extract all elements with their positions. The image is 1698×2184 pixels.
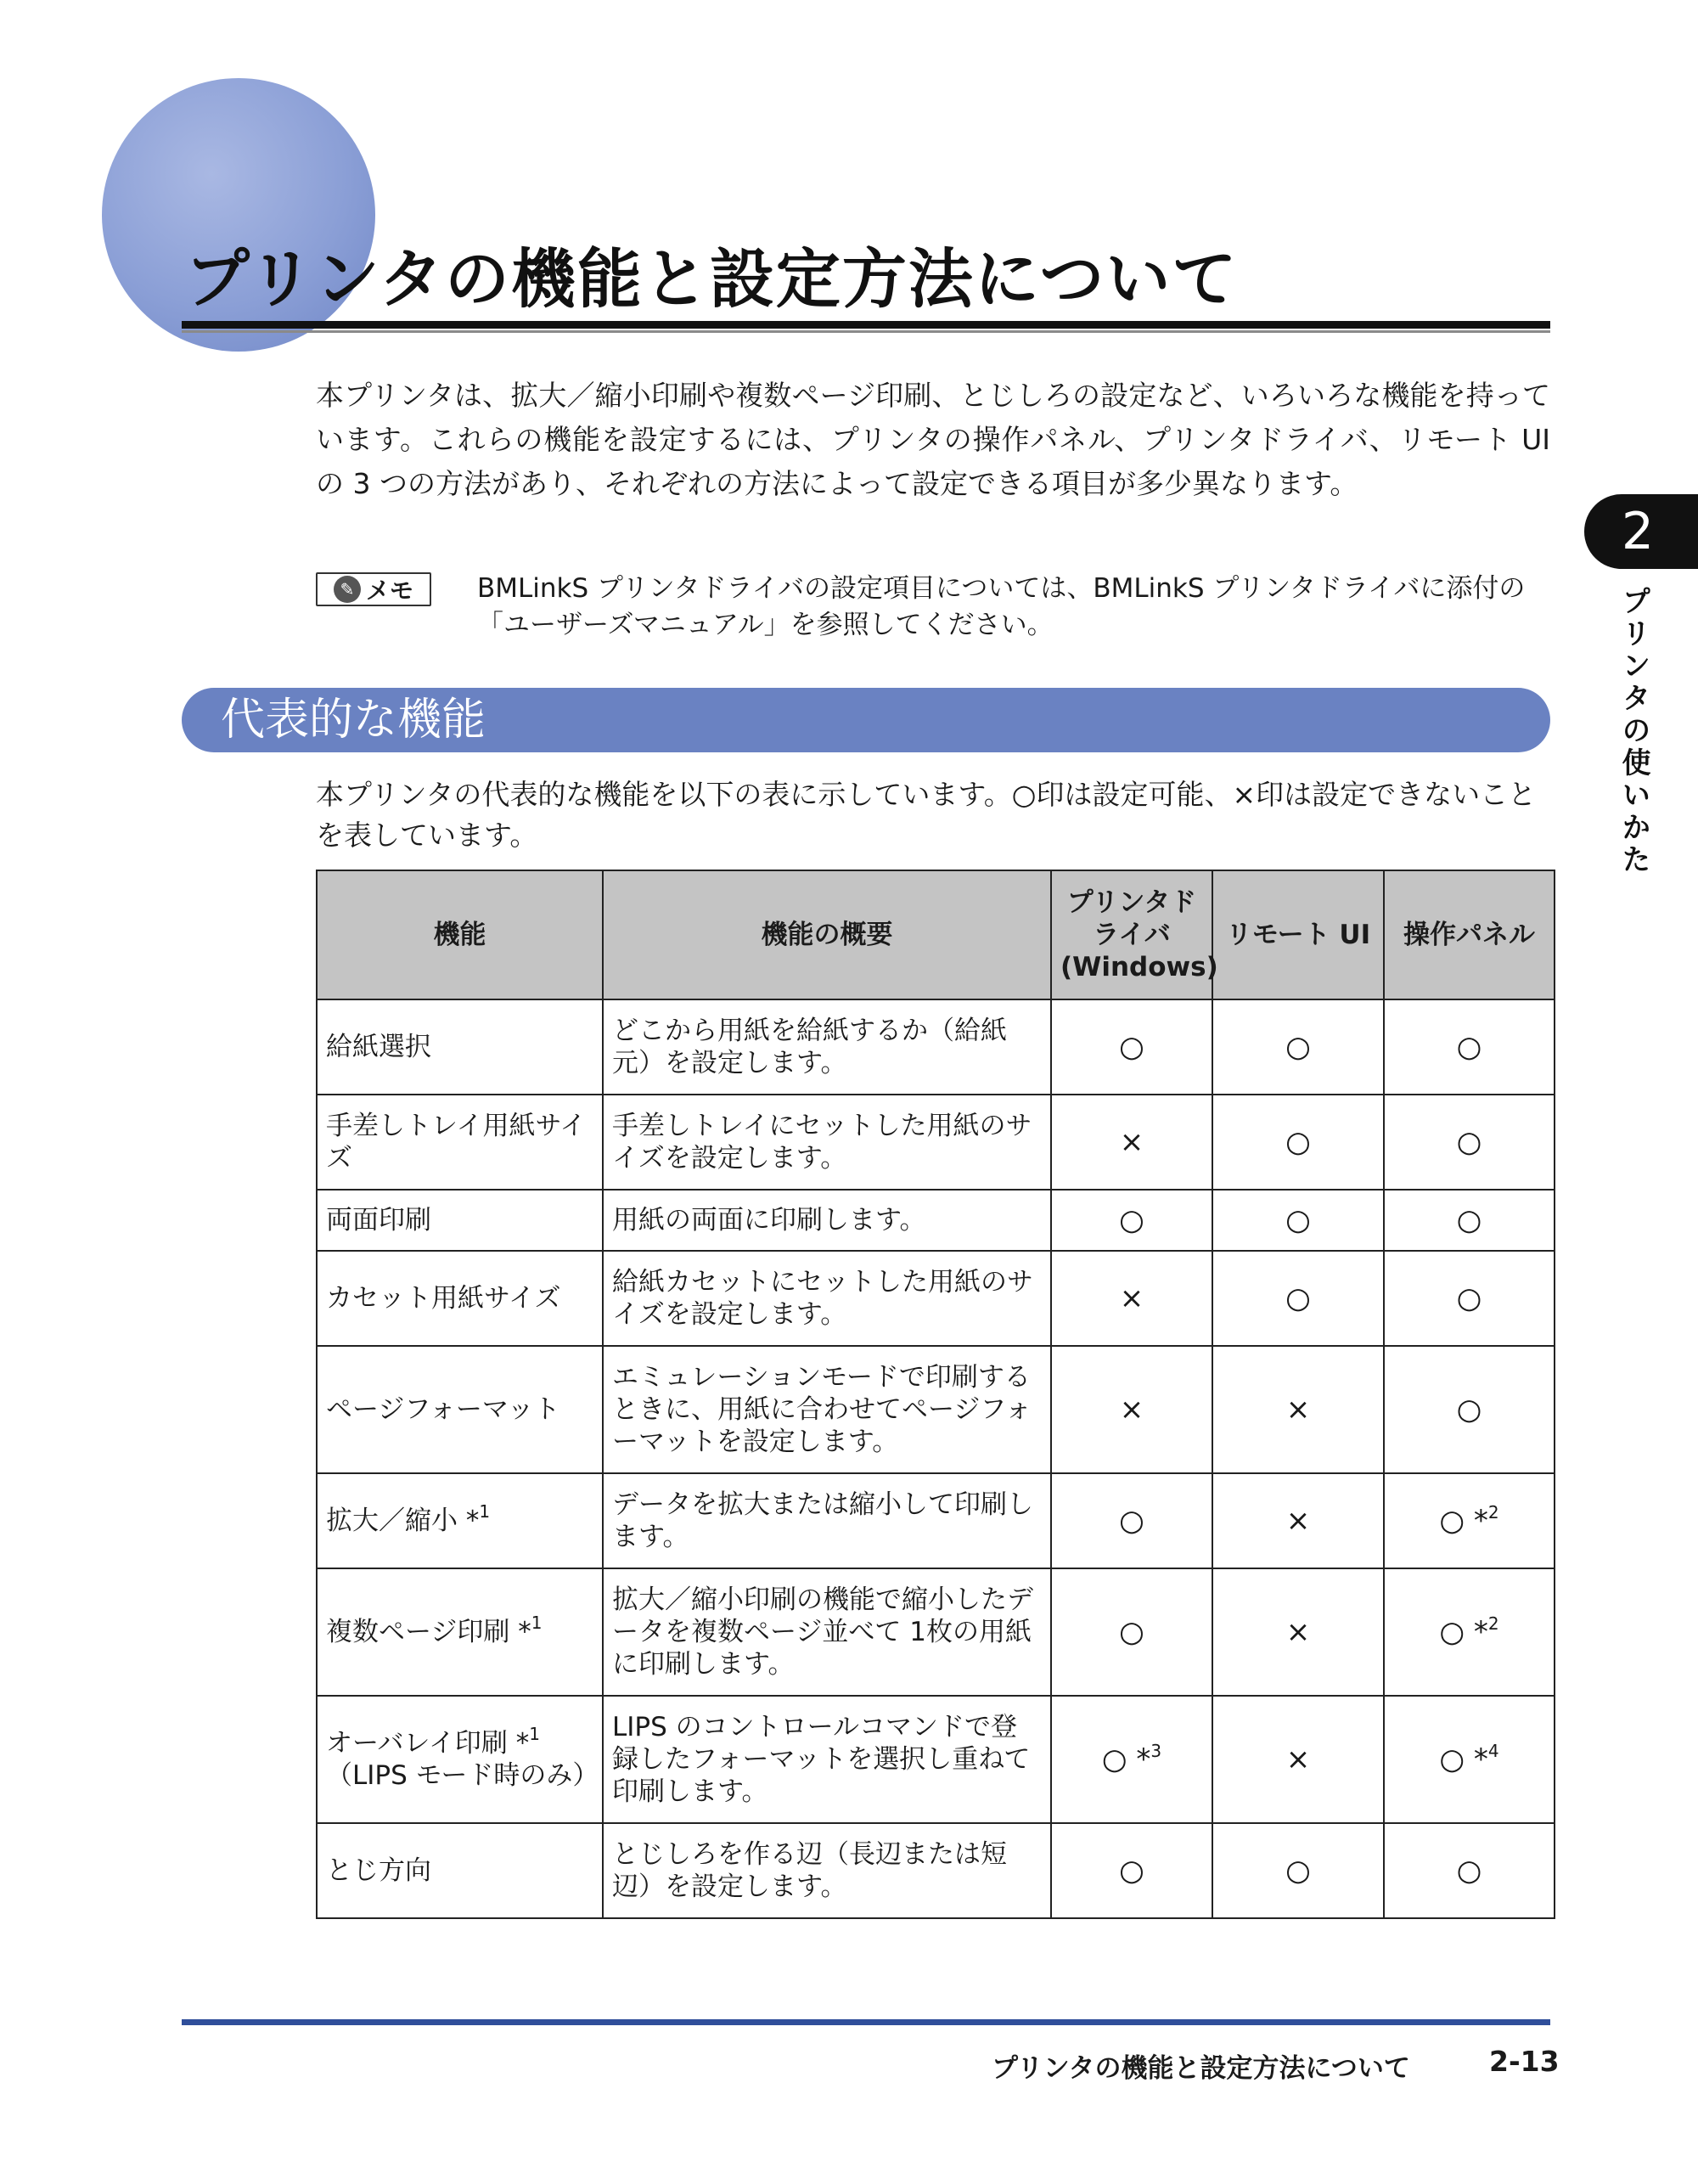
header-operation-panel: 操作パネル [1384,870,1555,999]
panel-support-cell [1384,1251,1555,1346]
panel-support-cell [1384,1568,1555,1696]
panel-mark: ○ [1456,1030,1482,1064]
remote-support-cell: × [1212,1473,1384,1568]
feature-name: 拡大／縮小 * [326,1506,480,1536]
driver-mark: ○ [1119,1854,1144,1888]
driver-mark: × [1119,1393,1144,1427]
page-number: 2-13 [1489,2045,1560,2078]
description-cell: 手差しトレイにセットした用紙のサイズを設定します。 [603,1095,1051,1190]
feature-name-cell [317,1568,603,1696]
driver-mark: ○ [1119,1030,1144,1064]
pencil-icon: ✎ [334,576,361,603]
panel-support-cell [1384,1095,1555,1190]
feature-table [316,870,1555,1919]
intro-paragraph: 本プリンタは、拡大／縮小印刷や複数ページ印刷、とじしろの設定など、いろいろな機能を持っています。これらの機能を設定するには、プリンタの操作パネル、プリンタドライバ、リモート UI の 3 つの方法があり、それぞれの方法によって設定できる項目が多少異なります。 [316,379,1550,500]
panel-mark: ○ [1456,1125,1482,1159]
driver-support-cell [1051,1568,1212,1696]
panel-footnote: 4 [1487,1741,1499,1761]
driver-mark: ○ [1119,1504,1144,1538]
table-row [317,1346,1555,1473]
remote-support-cell: × [1212,1696,1384,1823]
description-cell: LIPS のコントロールコマンドで登録したフォーマットを選択し重ねて印刷します。 [603,1696,1051,1823]
feature-name-cell [317,1473,603,1568]
driver-mark: × [1119,1281,1144,1315]
panel-footnote: 2 [1487,1502,1499,1523]
feature-name: 給紙選択 [326,1032,431,1062]
chapter-number-tab: 2 [1584,494,1698,569]
memo-text: BMLinkS プリンタドライバの設定項目については、BMLinkS プリンタドライバに添付の「ユーザーズマニュアル」を参照してください。 [477,573,1526,640]
remote-support-cell: × [1212,1568,1384,1696]
driver-support-cell [1051,999,1212,1095]
table-row [317,1568,1555,1696]
panel-support-cell [1384,1473,1555,1568]
feature-name-cell [317,1251,603,1346]
remote-support-cell: ○ [1212,1095,1384,1190]
section-title: 代表的な機能 [221,695,486,746]
header-printer-driver: プリンタドライバ(Windows) [1051,870,1212,999]
panel-support-cell [1384,999,1555,1095]
table-row [317,1095,1555,1190]
driver-support-cell [1051,1346,1212,1473]
panel-support-cell [1384,1190,1555,1251]
feature-footnote: 1 [531,1613,543,1633]
panel-mark: ○ * [1439,1742,1488,1776]
feature-name-cell [317,1696,603,1823]
memo-badge [316,572,431,606]
feature-name: 両面印刷 [326,1205,431,1236]
feature-name: ページフォーマット [326,1394,560,1425]
driver-support-cell [1051,1696,1212,1823]
panel-mark: ○ * [1439,1504,1488,1538]
description-cell: とじしろを作る辺（長辺または短辺）を設定します。 [603,1823,1051,1918]
memo-label: メモ [365,577,413,605]
remote-support-cell: ○ [1212,1190,1384,1251]
feature-name: オーバレイ印刷 * [326,1728,530,1759]
panel-mark: ○ * [1439,1615,1488,1649]
table-header-row [317,870,1555,999]
feature-name: とじ方向 [326,1855,431,1886]
panel-support-cell [1384,1823,1555,1918]
table-row [317,1473,1555,1568]
header-remote-ui: リモート UI [1212,870,1384,999]
title-rule-shadow [182,330,1550,333]
feature-name: 複数ページ印刷 * [326,1617,531,1647]
panel-support-cell [1384,1696,1555,1823]
driver-support-cell [1051,1473,1212,1568]
chapter-side-title: プリンタの使いかた [1616,586,1650,876]
footer-title: プリンタの機能と設定方法について [992,2053,1410,2084]
panel-mark: ○ [1456,1854,1482,1888]
table-row [317,1696,1555,1823]
feature-name-cell [317,1823,603,1918]
driver-support-cell [1051,1823,1212,1918]
remote-support-cell: × [1212,1346,1384,1473]
table-row [317,1823,1555,1918]
driver-support-cell [1051,1251,1212,1346]
driver-mark: ○ [1119,1615,1144,1649]
driver-footnote: 3 [1150,1741,1162,1761]
remote-support-cell: ○ [1212,999,1384,1095]
footer-rule [182,2019,1550,2025]
table-row [317,1251,1555,1346]
table-row [317,1190,1555,1251]
feature-footnote: 1 [479,1501,491,1522]
feature-name-cell [317,999,603,1095]
description-cell: 拡大／縮小印刷の機能で縮小したデータを複数ページ並べて 1枚の用紙に印刷します。 [603,1568,1051,1696]
panel-mark: ○ [1456,1393,1482,1427]
driver-support-cell [1051,1190,1212,1251]
header-feature: 機能 [317,870,603,999]
remote-support-cell: ○ [1212,1251,1384,1346]
title-rule [182,321,1550,329]
description-cell: どこから用紙を給紙するか（給紙元）を設定します。 [603,999,1051,1095]
page-title: プリンタの機能と設定方法について [185,241,1239,317]
feature-footnote: 1 [529,1724,540,1744]
description-cell: 給紙カセットにセットした用紙のサイズを設定します。 [603,1251,1051,1346]
panel-mark: ○ [1456,1281,1482,1315]
feature-note: （LIPS モード時のみ） [326,1760,599,1791]
panel-mark: ○ [1456,1203,1482,1237]
feature-name: 手差しトレイ用紙サイズ [326,1111,587,1174]
feature-name-cell [317,1190,603,1251]
description-cell: 用紙の両面に印刷します。 [603,1190,1051,1251]
panel-footnote: 2 [1487,1613,1499,1634]
driver-mark: ○ * [1101,1742,1151,1776]
feature-name-cell [317,1095,603,1190]
driver-support-cell [1051,1095,1212,1190]
feature-name: カセット用紙サイズ [326,1283,561,1314]
driver-mark: ○ [1119,1203,1144,1237]
header-description: 機能の概要 [603,870,1051,999]
feature-name-cell [317,1346,603,1473]
description-cell: エミュレーションモードで印刷するときに、用紙に合わせてページフォーマットを設定します。 [603,1346,1051,1473]
driver-mark: × [1119,1125,1144,1159]
description-cell: データを拡大または縮小して印刷します。 [603,1473,1051,1568]
table-row [317,999,1555,1095]
section-intro: 本プリンタの代表的な機能を以下の表に示しています。○印は設定可能、×印は設定できないことを表しています。 [316,778,1537,852]
remote-support-cell: ○ [1212,1823,1384,1918]
panel-support-cell [1384,1346,1555,1473]
